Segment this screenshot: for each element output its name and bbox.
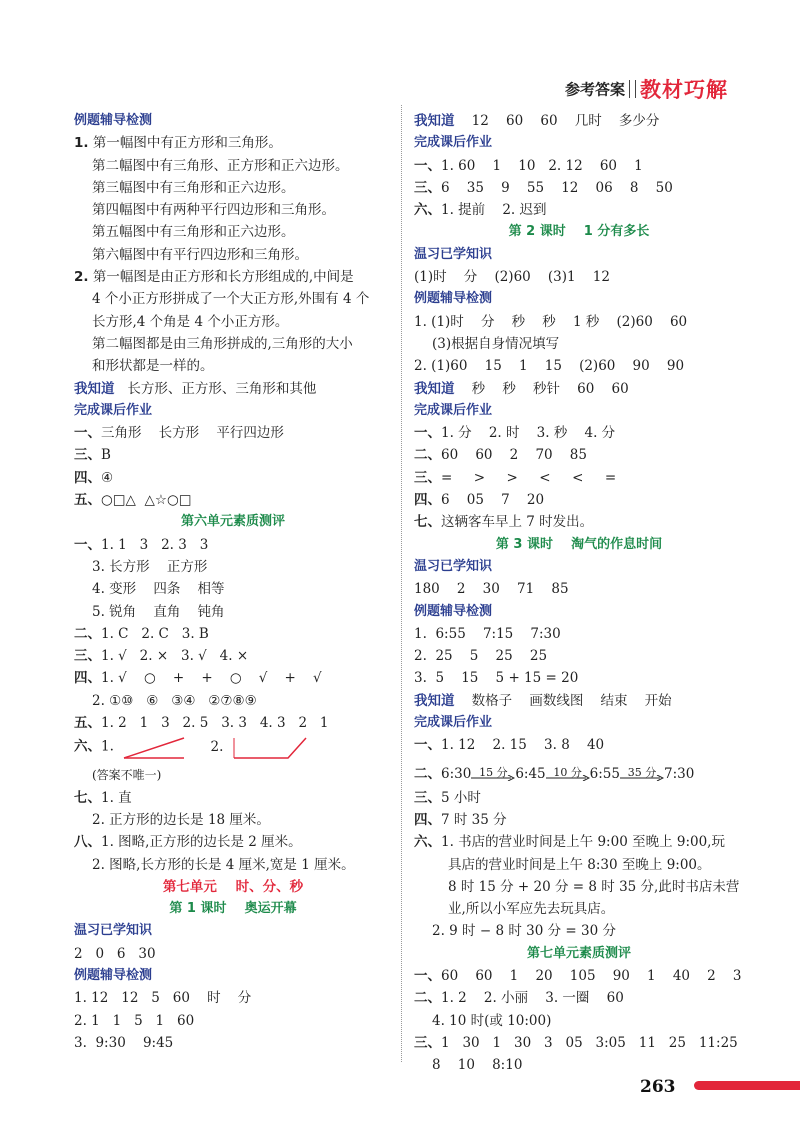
timeline-time: 6:55 <box>589 765 620 782</box>
answer-line: 具店的营业时间是上午 8:30 至晚上 9:00。 <box>448 856 711 873</box>
i-know-line: 我知道 数格子 画数线图 结束 开始 <box>414 692 672 709</box>
timeline-arrow <box>471 767 515 781</box>
timeline-arrow <box>620 767 664 781</box>
answer-line: 三、1 30 1 30 3 05 3:05 11 25 11:25 <box>414 1034 738 1051</box>
answer-line: 一、1. 60 1 10 2. 12 60 1 <box>414 157 643 174</box>
answer-line: 一、1. 分 2. 时 3. 秒 4. 分 <box>414 425 616 442</box>
timeline-arrow-label: 10 分 <box>553 766 582 780</box>
answer-line: 1. (1)时 分 秒 秒 1 秒 (2)60 60 <box>414 313 688 330</box>
answer-line: 第六幅图中有平行四边形和三角形。 <box>92 246 308 263</box>
lesson-title: 第 3 课时 淘气的作息时间 <box>495 536 663 552</box>
header-brand-title: 教材巧解 <box>640 78 728 102</box>
unit-test-title: 第七单元素质测评 <box>526 945 631 961</box>
answer-line: 长方形,4 个角是 4 个小正方形。 <box>92 313 289 330</box>
header-answers-label: 参考答案 <box>564 80 625 99</box>
answer-line: 五、1. 2 1 3 2. 5 3. 3 4. 3 2 1 <box>74 715 329 732</box>
section-heading: 例题辅导检测 <box>414 603 493 619</box>
answer-line: 第三幅图中有三角形和正六边形。 <box>92 179 295 196</box>
answer-line: 四、④ <box>74 469 114 486</box>
section-heading: 完成课后作业 <box>414 402 493 418</box>
footer-accent-bar <box>694 1081 800 1090</box>
answer-line: 4. 变形 四条 相等 <box>92 581 225 598</box>
answer-line: 2. ①⑩ ⑥ ③④ ②⑦⑧⑨ <box>92 692 257 709</box>
answer-line: 2. 正方形的边长是 18 厘米。 <box>92 811 270 828</box>
answer-line: 1. 第一幅图中有正方形和三角形。 <box>74 135 282 152</box>
answer-line: 四、6 05 7 20 <box>414 492 545 509</box>
answer-line: 八、1. 图略,正方形的边长是 2 厘米。 <box>74 834 302 851</box>
answer-line: 2. 1 1 5 1 60 <box>74 1012 195 1029</box>
answer-line: 3. 5 15 5 + 15 = 20 <box>414 670 579 687</box>
section-heading: 温习已学知识 <box>74 923 153 939</box>
lesson-title: 第 1 课时 奥运开幕 <box>169 901 297 917</box>
answer-note: (答案不唯一) <box>92 768 162 783</box>
answer-line: 三、B <box>74 447 111 464</box>
section-heading: 例题辅导检测 <box>74 967 153 983</box>
unit-test-title: 第六单元素质测评 <box>180 514 285 530</box>
answer-line: 2. (1)60 15 1 15 (2)60 90 90 <box>414 358 685 375</box>
answer-line: 四、1. √ ○ + + ○ √ + √ <box>74 670 322 687</box>
answer-line: 2. 第一幅图是由正方形和长方形组成的,中间是 <box>74 269 354 286</box>
i-know-line: 我知道 长方形、正方形、三角形和其他 <box>74 380 317 397</box>
answer-line: 七、这辆客车早上 7 时发出。 <box>414 514 594 531</box>
line-drawing-figure-2 <box>232 734 308 760</box>
answer-line: 三、5 小时 <box>414 789 481 806</box>
timeline-answer-line: 二、6:30 15 分 6:45 10 分 6:55 35 分 7:30 <box>414 757 744 787</box>
right-column <box>414 110 744 1076</box>
answer-line: 业,所以小军应先去玩具店。 <box>448 901 615 918</box>
answer-line: 3. 9:30 9:45 <box>74 1034 174 1051</box>
answer-line: 第二幅图都是由三角形拼成的,三角形的大小 <box>92 335 353 352</box>
answer-line: 二、1. 2 2. 小丽 3. 一圈 60 <box>414 990 624 1007</box>
answer-line: 8 10 8:10 <box>432 1057 523 1074</box>
section-heading: 完成课后作业 <box>414 715 493 731</box>
answer-line-drawings: 六、1. 2. <box>74 734 392 764</box>
answer-line: 5. 锐角 直角 钝角 <box>92 603 225 620</box>
timeline-time: 7:30 <box>663 765 695 782</box>
section-heading: 例题辅导检测 <box>414 291 493 307</box>
section-heading: 温习已学知识 <box>414 246 493 262</box>
answer-line: 1. 6:55 7:15 7:30 <box>414 625 561 642</box>
section-heading: 完成课后作业 <box>74 402 153 418</box>
answer-line: 六、1. 提前 2. 迟到 <box>414 202 547 219</box>
unit-title: 第七单元 时、分、秒 <box>162 878 304 895</box>
timeline-arrow-label: 35 分 <box>627 766 657 780</box>
answer-line: 七、1. 直 <box>74 789 132 806</box>
answer-line: 3. 长方形 正方形 <box>92 558 208 575</box>
answer-line: 8 时 15 分 + 20 分 = 8 时 35 分,此时书店未营 <box>448 878 740 895</box>
answer-line: 第二幅图中有三角形、正方形和正六边形。 <box>92 157 349 174</box>
line-drawing-figure-1 <box>122 734 186 760</box>
answer-line: 二、60 60 2 70 85 <box>414 447 587 464</box>
i-know-line: 我知道 秒 秒 秒针 60 60 <box>414 380 629 397</box>
answer-line: 四、7 时 35 分 <box>414 811 507 828</box>
column-divider <box>401 105 402 1062</box>
answer-line: 一、60 60 1 20 105 90 1 40 2 3 <box>414 967 742 984</box>
answer-line: 180 2 30 71 85 <box>414 581 569 598</box>
answer-line: 第四幅图中有两种平行四边形和三角形。 <box>92 202 335 219</box>
answer-line: 1. 12 12 5 60 时 分 <box>74 990 252 1007</box>
timeline-time: 6:30 <box>441 765 472 782</box>
section-heading: 完成课后作业 <box>414 135 493 151</box>
timeline-arrow-label: 15 分 <box>479 766 508 780</box>
timeline-time: 6:45 <box>515 765 546 782</box>
answer-line: 三、= > > < < = <box>414 469 617 486</box>
i-know-line: 我知道 12 60 60 几时 多少分 <box>414 113 660 129</box>
section-heading: 例题辅导检测 <box>74 113 153 128</box>
page-header <box>565 74 728 104</box>
lesson-title: 第 2 课时 1 分有多长 <box>508 224 650 240</box>
answer-line: 2 0 6 30 <box>74 945 156 962</box>
answer-line: 2. 图略,长方形的长是 4 厘米,宽是 1 厘米。 <box>92 856 355 873</box>
answer-line: (3)根据自身情况填写 <box>432 335 560 352</box>
answer-line: 4 个小正方形拼成了一个大正方形,外围有 4 个 <box>92 291 370 308</box>
answer-line: 二、1. C 2. C 3. B <box>74 625 209 642</box>
header-divider <box>629 80 636 98</box>
answer-line: 一、三角形 长方形 平行四边形 <box>74 425 284 442</box>
answer-line: 2. 9 时 − 8 时 30 分 = 30 分 <box>432 923 616 940</box>
answer-line: 2. 25 5 25 25 <box>414 648 548 665</box>
answer-line: 一、1. 12 2. 15 3. 8 40 <box>414 737 605 754</box>
answer-line: 一、1. 1 3 2. 3 3 <box>74 536 209 553</box>
page-number: 263 <box>640 1077 676 1097</box>
answer-line: 三、6 35 9 55 12 06 8 50 <box>414 179 673 196</box>
timeline-arrow <box>546 767 590 781</box>
answer-line: 五、○□△ △☆○□ <box>74 492 192 509</box>
left-column <box>74 110 392 1054</box>
answer-line: 六、1. 书店的营业时间是上午 9:00 至晚上 9:00,玩 <box>414 834 725 851</box>
answer-line: 和形状都是一样的。 <box>92 358 214 375</box>
answer-line: 三、1. √ 2. × 3. √ 4. × <box>74 648 249 665</box>
answer-line: 4. 10 时(或 10:00) <box>432 1012 552 1029</box>
section-heading: 温习已学知识 <box>414 558 493 574</box>
answer-line: (1)时 分 (2)60 (3)1 12 <box>414 269 610 286</box>
answer-line: 第五幅图中有三角形和正六边形。 <box>92 224 295 241</box>
